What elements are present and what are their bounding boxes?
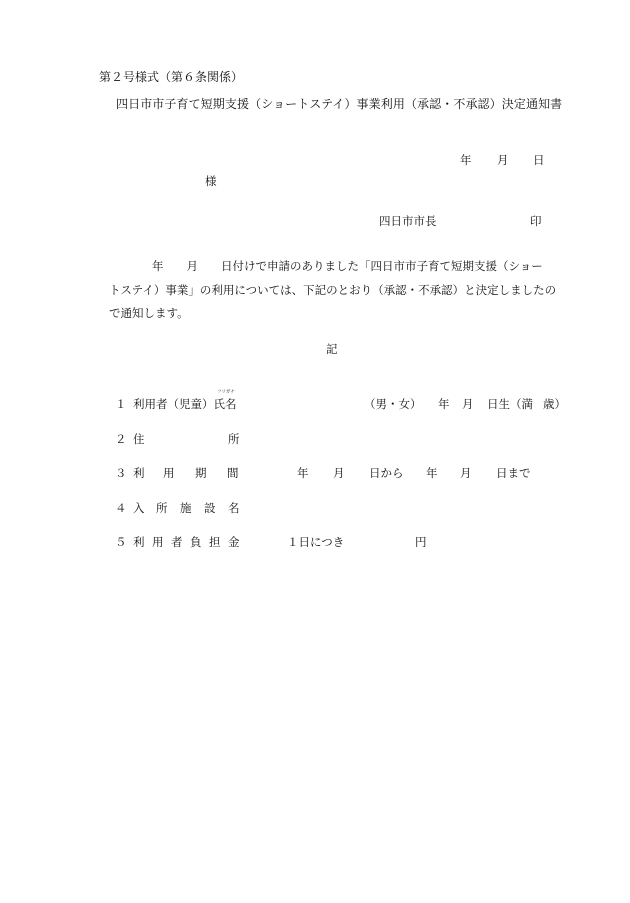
to-month-label: 月 [460, 466, 472, 480]
date-day-label: 日 [533, 153, 545, 167]
item-label-part: 所 [156, 501, 168, 515]
body-line-1: 年 月 日付けで申請のありました「四日市市子育て短期支援（ショー [152, 259, 543, 273]
item-facility [0, 500, 630, 520]
item-label-part: 利 [133, 466, 145, 480]
issuer-name: 四日市市長 [379, 214, 437, 228]
item-label-part: 用 [163, 466, 175, 480]
item-number: １ [115, 397, 127, 411]
item-label-part: 所 [228, 432, 240, 446]
date-month-label: 月 [497, 153, 509, 167]
notice-body [109, 255, 574, 326]
item-number: ２ [115, 432, 127, 446]
body-line-3: で通知します。 [109, 306, 189, 320]
recipient-suffix: 様 [205, 174, 217, 188]
item-address [0, 431, 630, 451]
birth-year-label: 年 [438, 397, 450, 411]
item-label-part: 間 [227, 466, 239, 480]
yen-label: 円 [415, 535, 427, 549]
item-label-part: 負 [190, 535, 202, 549]
item-label-part: 担 [209, 535, 221, 549]
item-label: 利用者（児童）氏名 [133, 397, 237, 411]
item-period [0, 465, 630, 485]
body-line-2: トステイ）事業」の利用については、下記のとおり（承認・不承認）と決定しましたの [109, 282, 557, 297]
date-year-label: 年 [460, 153, 472, 167]
item-label-part: 施 [180, 501, 192, 515]
item-number: ３ [115, 466, 127, 480]
item-fee [0, 534, 630, 554]
item-label-part: 金 [228, 535, 240, 549]
birth-day-label: 日生（満 [487, 397, 533, 411]
item-number: ５ [115, 535, 127, 549]
age-label: 歳） [543, 397, 566, 411]
item-label-part: 住 [133, 432, 145, 446]
item-label-part: 設 [204, 501, 216, 515]
item-label-part: 利 [133, 535, 145, 549]
item-label-part: 用 [152, 535, 164, 549]
to-day-label: 日まで [496, 466, 531, 480]
item-label-part: 入 [133, 501, 145, 515]
item-user [0, 390, 630, 416]
item-number: ４ [115, 501, 127, 515]
item-label-part: 期 [195, 466, 207, 480]
seal-mark: 印 [530, 214, 542, 228]
to-year-label: 年 [426, 466, 438, 480]
birth-month-label: 月 [462, 397, 474, 411]
form-number: 第２号様式（第６条関係） [99, 70, 244, 84]
from-day-label: 日から [369, 466, 404, 480]
from-month-label: 月 [333, 466, 345, 480]
item-label-part: 名 [228, 501, 240, 515]
gender-choice: （男・女） [364, 397, 422, 411]
per-day-label: １日につき [287, 535, 345, 549]
from-year-label: 年 [297, 466, 309, 480]
ki-heading: 記 [326, 342, 338, 356]
document-title: 四日市市子育て短期支援（ショートステイ）事業利用（承認・不承認）決定通知書 [116, 97, 563, 111]
furigana-label: フリガナ [217, 390, 235, 395]
item-label-part: 者 [171, 535, 183, 549]
